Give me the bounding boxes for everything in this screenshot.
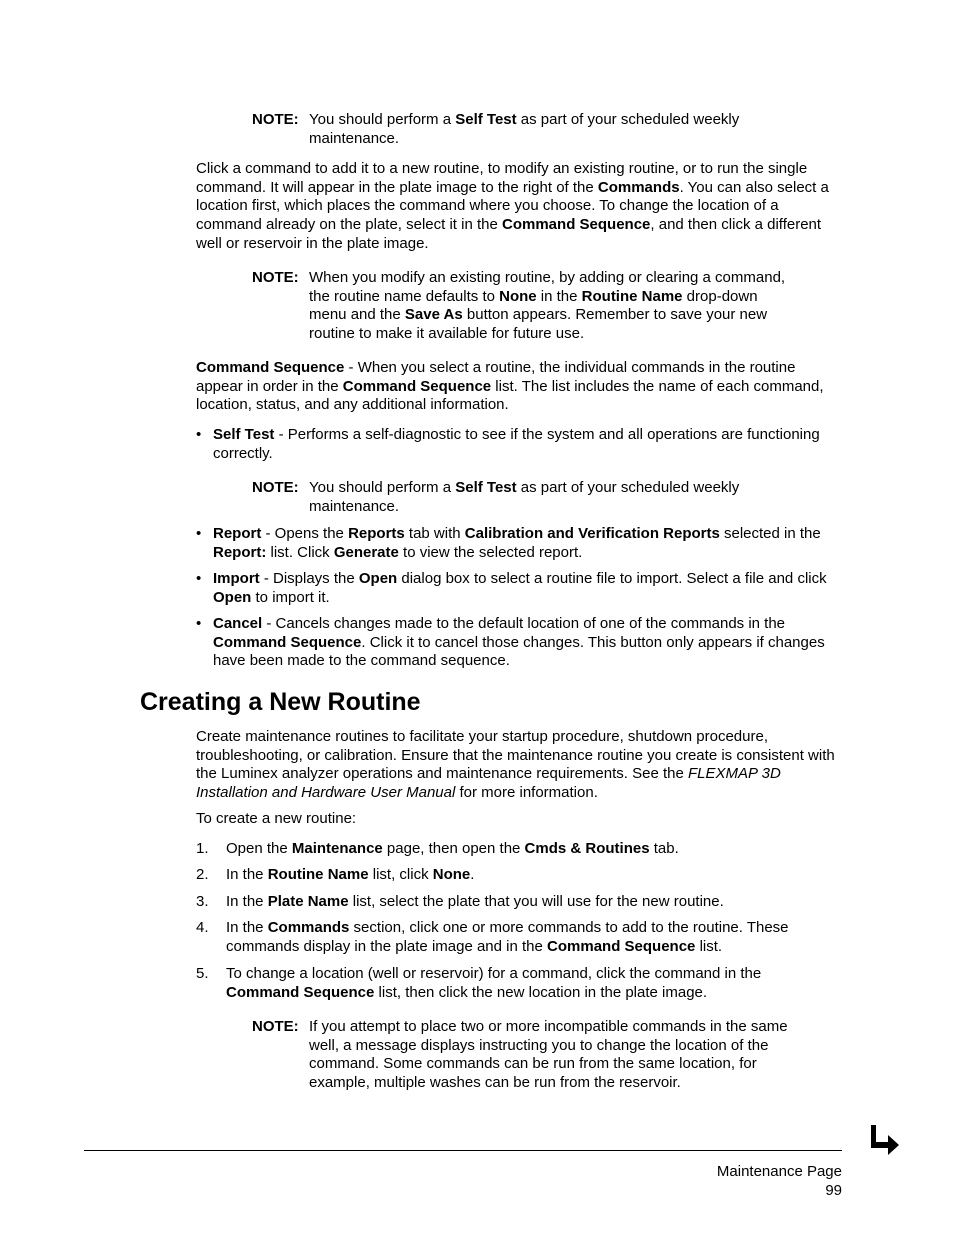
bullet-self-test <box>196 426 836 463</box>
paragraph-intro: Create maintenance routines to facilitate your startup procedure, shutdown procedure, troubleshooting, or calibration. Ensure that the maintenance routine you create is consistent with the Luminex analyzer operations and maintenance requirements. See the FLEXMAP 3D Installation and Hardware User Manual for more information. <box>196 728 835 802</box>
page-number: 99 <box>825 1181 842 1199</box>
step-text: In the Commands section, click one or more commands to add to the routine. These commands display in the plate image and in the Command Sequence list. <box>226 919 789 955</box>
step-text: In the Plate Name list, select the plate that you will use for the new routine. <box>226 893 724 910</box>
bullet-dot: • <box>196 615 202 632</box>
note-text: When you modify an existing routine, by adding or clearing a command, the routine name defaults to None in the Routine Name drop-down menu and the Save As button appears. Remember to save your new routine to make it available for future use. <box>309 269 786 343</box>
bullet-text: Self Test - Performs a self-diagnostic to see if the system and all operations are functioning correctly. <box>213 426 820 462</box>
page-footer <box>717 1163 842 1200</box>
section-heading: Creating a New Routine <box>140 688 421 716</box>
step-number: 5. <box>196 965 209 982</box>
bullet-text: Import - Displays the Open dialog box to select a routine file to import. Select a file and click Open to import it. <box>213 570 827 606</box>
continue-arrow-icon <box>868 1122 902 1156</box>
step-text: Open the Maintenance page, then open the Cmds & Routines tab. <box>226 840 679 857</box>
step-number: 3. <box>196 893 209 910</box>
note-label: NOTE: <box>252 479 299 496</box>
bullet-report <box>196 525 836 562</box>
note-text: If you attempt to place two or more incompatible commands in the same well, a message displays instructing you to change the location of the command. Some commands can be run from the same location, for example, multiple washes can be run from the reservoir. <box>309 1018 788 1092</box>
paragraph-click-command: Click a command to add it to a new routine, to modify an existing routine, or to run the single command. It will appear in the plate image to the right of the Commands. You can also select a location first, which places the command where you choose. To change the location of a command already on the plate, select it in the Command Sequence, and then click a different well or reservoir in the plate image. <box>196 160 829 252</box>
bullet-dot: • <box>196 525 202 542</box>
step-2 <box>196 866 836 885</box>
step-5 <box>196 965 836 1002</box>
note-label: NOTE: <box>252 1018 299 1035</box>
note-text: You should perform a Self Test as part of your scheduled weekly maintenance. <box>309 479 740 515</box>
footer-divider <box>84 1150 842 1151</box>
note-label: NOTE: <box>252 269 299 286</box>
step-1 <box>196 840 836 859</box>
paragraph-command-sequence: Command Sequence - When you select a routine, the individual commands in the routine appear in order in the Command Sequence list. The list includes the name of each command, location, status, and any additional information. <box>196 359 824 414</box>
bullet-text: Cancel - Cancels changes made to the default location of one of the commands in the Command Sequence. Click it to cancel those changes. This button only appears if changes have been made to the command sequence. <box>213 615 825 670</box>
step-4 <box>196 919 836 956</box>
note-self-test-top <box>252 111 792 148</box>
step-3 <box>196 893 836 912</box>
note-label: NOTE: <box>252 111 299 128</box>
bullet-dot: • <box>196 570 202 587</box>
note-self-test <box>252 479 792 516</box>
bullet-dot: • <box>196 426 202 443</box>
footer-section-title: Maintenance Page <box>716 1163 842 1180</box>
note-modify-routine <box>252 269 792 344</box>
bullet-import <box>196 570 836 607</box>
paragraph-lead: To create a new routine: <box>196 810 357 827</box>
bullet-text: Report - Opens the Reports tab with Calibration and Verification Reports selected in the Report: list. Click Generate to view the selected report. <box>213 525 821 561</box>
step-number: 1. <box>196 840 209 857</box>
step-text: In the Routine Name list, click None. <box>226 866 475 883</box>
note-incompatible-commands <box>252 1018 797 1093</box>
step-text: To change a location (well or reservoir) for a command, click the command in the Command Sequence list, then click the new location in the plate image. <box>226 965 762 1001</box>
step-number: 2. <box>196 866 209 883</box>
note-text: You should perform a Self Test as part of your scheduled weekly maintenance. <box>309 111 740 147</box>
bullet-cancel <box>196 615 836 671</box>
step-number: 4. <box>196 919 209 936</box>
